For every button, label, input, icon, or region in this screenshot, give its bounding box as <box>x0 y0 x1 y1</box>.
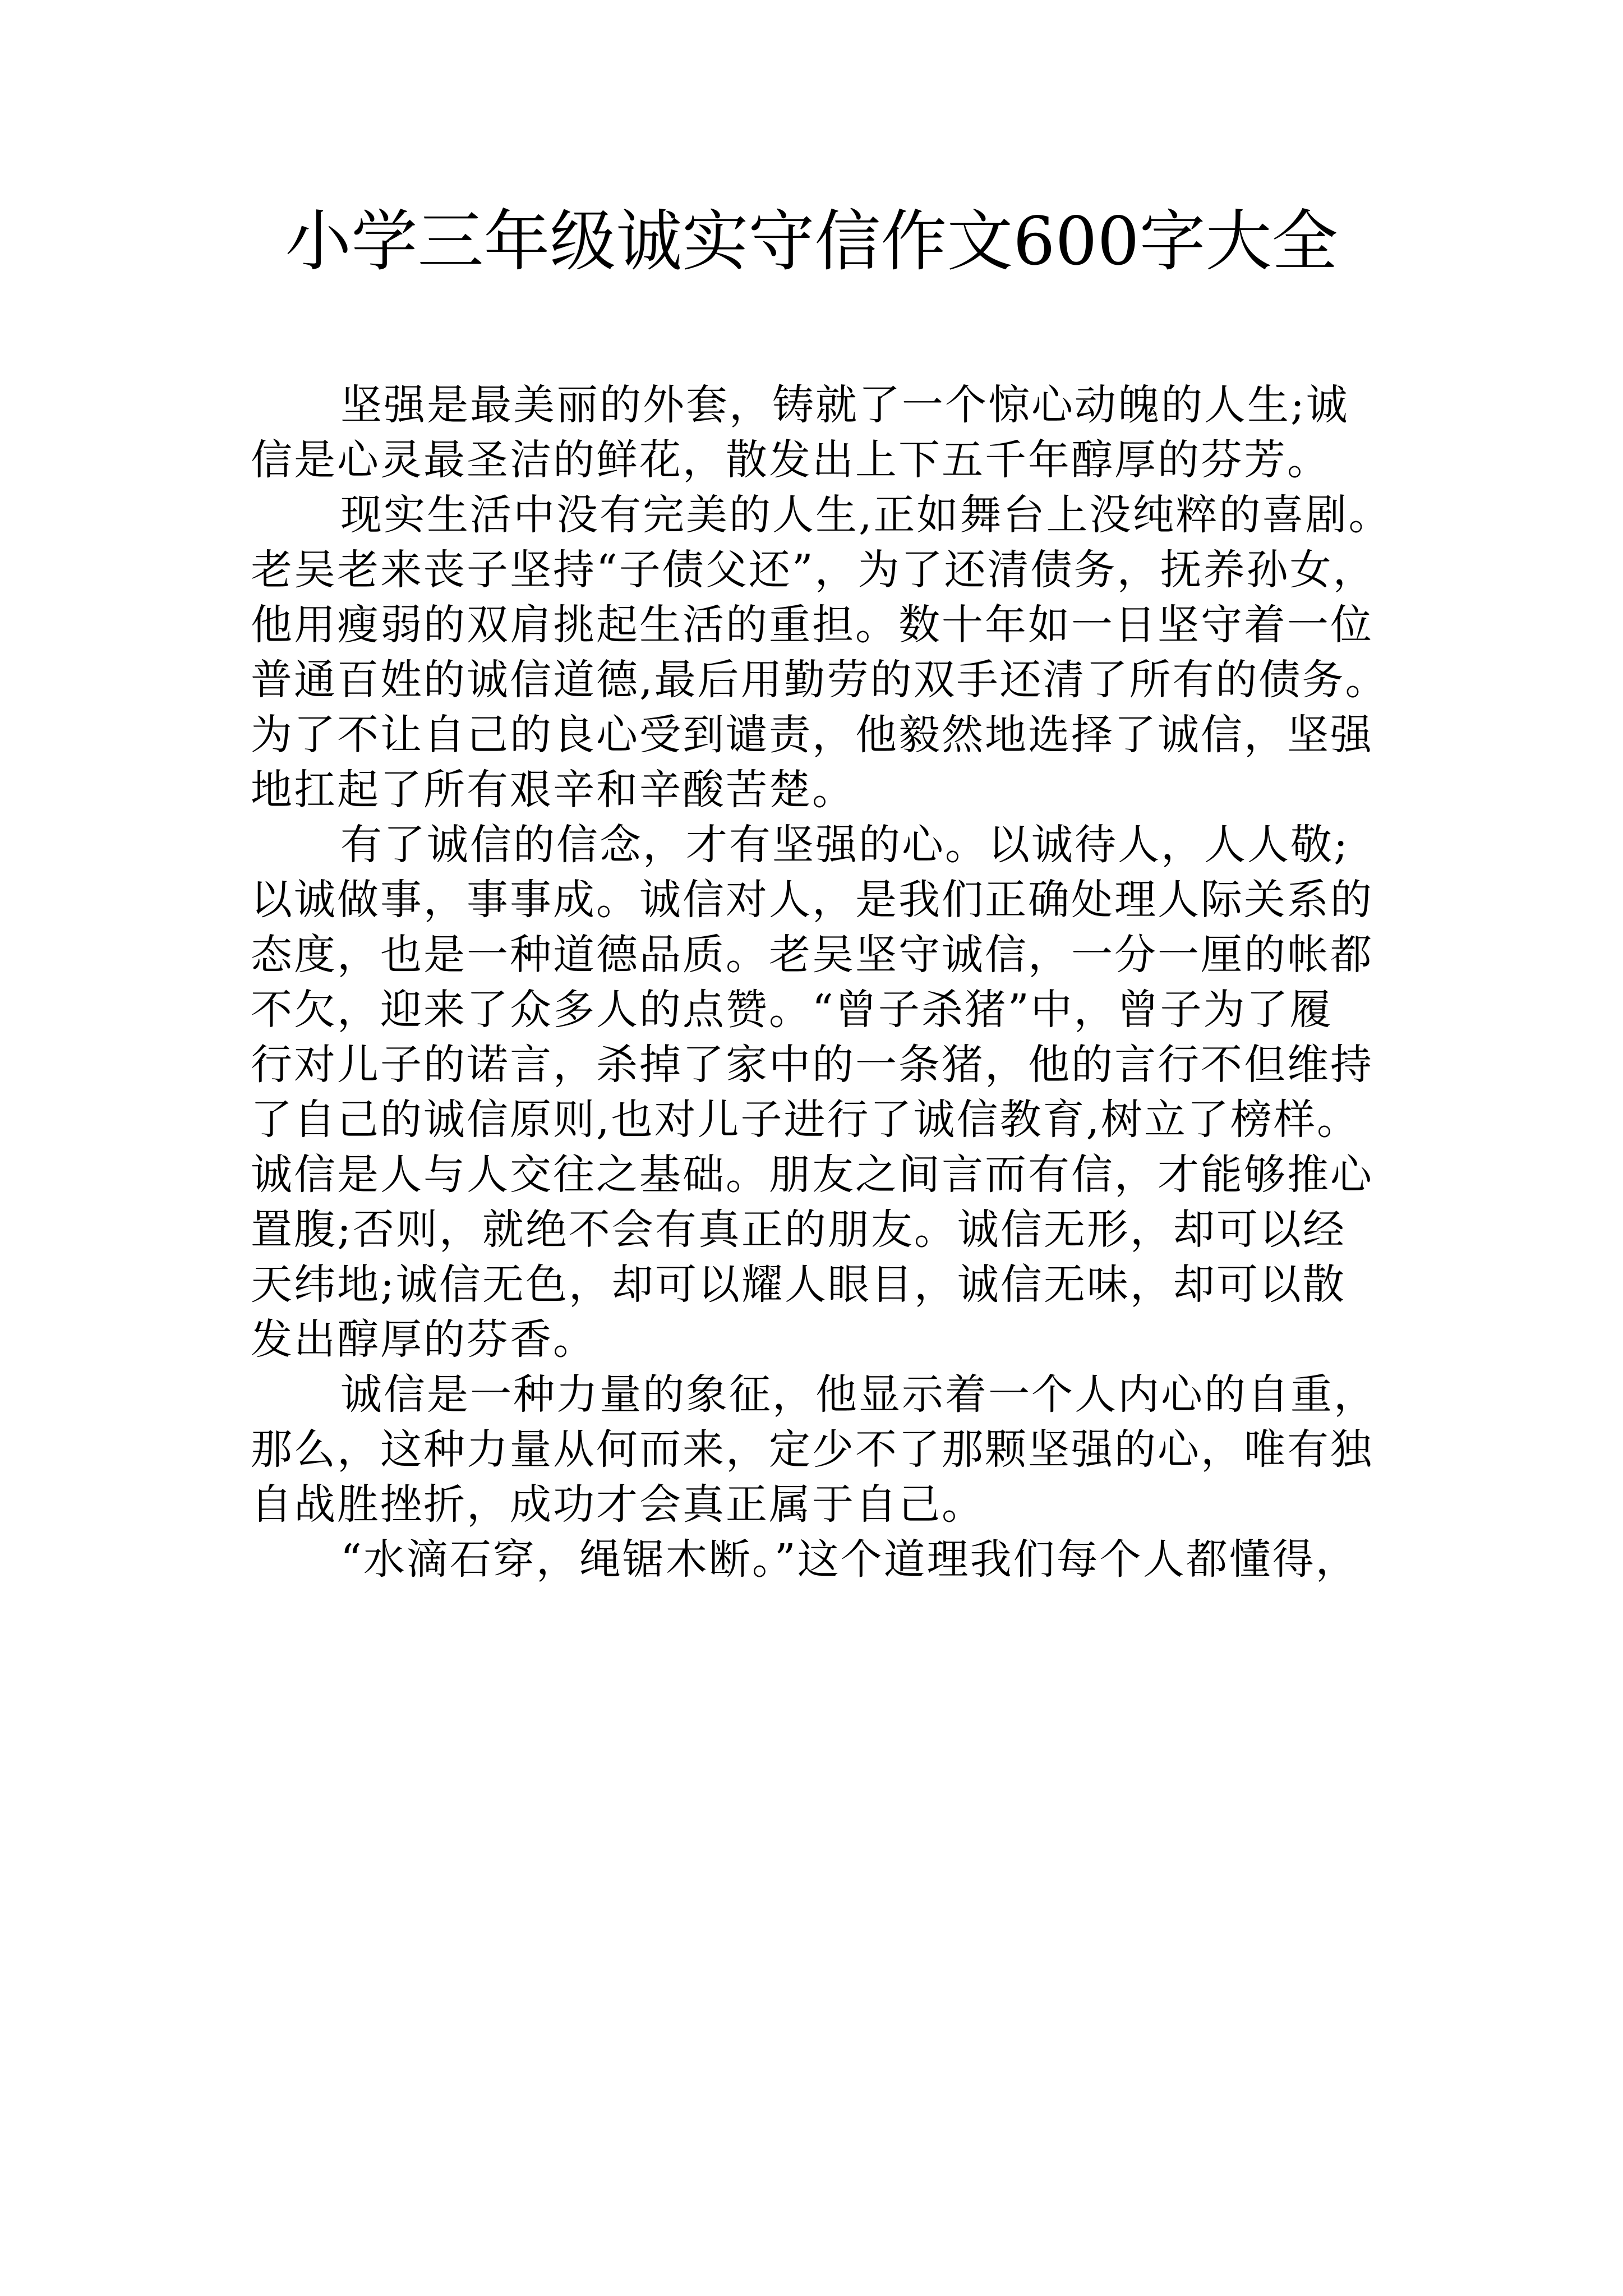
paragraph-2 <box>251 487 1392 817</box>
text-line: 以诚做事，事事成。诚信对人，是我们正确处理人际关系的 <box>251 876 1373 924</box>
text-line: 他用瘦弱的双肩挑起生活的重担。数十年如一日坚守着一位 <box>251 601 1373 649</box>
text-line: 诚信是一种力量的象征，他显示着一个人内心的自重， <box>340 1370 1377 1419</box>
text-line: 了自己的诚信原则,也对儿子进行了诚信教育,树立了榜样。 <box>251 1096 1361 1144</box>
text-line: 信是心灵最圣洁的鲜花，散发出上下五千年醇厚的芬芳。 <box>251 436 1330 484</box>
paragraph-5 <box>251 1532 1384 1587</box>
paragraph-1 <box>251 378 1384 487</box>
text-line: “水滴石穿，绳锯木断。”这个道理我们每个人都懂得， <box>340 1535 1359 1584</box>
text-line: 发出醇厚的芬香。 <box>251 1315 596 1364</box>
text-line: 天纬地;诚信无色，却可以耀人眼目，诚信无味，却可以散 <box>251 1260 1346 1309</box>
text-line: 有了诚信的信念，才有坚强的心。以诚待人，人人敬; <box>340 821 1349 869</box>
paragraph-4 <box>251 1367 1384 1532</box>
text-line: 态度，也是一种道德品质。老吴坚守诚信，一分一厘的帐都 <box>251 931 1373 979</box>
text-line: 地扛起了所有艰辛和辛酸苦楚。 <box>251 766 855 814</box>
document-body <box>251 378 1392 1587</box>
text-line: 行对儿子的诺言，杀掉了家中的一条猪，他的言行不但维持 <box>251 1041 1373 1089</box>
paragraph-3 <box>251 817 1384 1367</box>
text-line: 置腹;否则，就绝不会有真正的朋友。诚信无形，却可以经 <box>251 1205 1346 1254</box>
text-line: 老吴老来丧子坚持“子债父还”，为了还清债务，抚养孙女， <box>251 546 1376 594</box>
text-line: 那么，这种力量从何而来，定少不了那颗坚强的心，唯有独 <box>251 1425 1373 1474</box>
text-line: 普通百姓的诚信道德,最后用勤劳的双手还清了所有的债务。 <box>251 656 1389 704</box>
text-line: 现实生活中没有完美的人生,正如舞台上没纯粹的喜剧。 <box>340 491 1392 539</box>
document-title: 小学三年级诚实守信作文600字大全 <box>285 203 1338 280</box>
text-line: 自战胜挫折，成功才会真正属于自己。 <box>251 1480 985 1529</box>
text-line: 诚信是人与人交往之基础。朋友之间言而有信，才能够推心 <box>251 1151 1373 1199</box>
text-line: 坚强是最美丽的外套，铸就了一个惊心动魄的人生;诚 <box>340 381 1349 429</box>
text-line: 不欠，迎来了众多人的点赞。“曾子杀猪”中，曾子为了履 <box>251 986 1333 1034</box>
text-line: 为了不让自己的良心受到谴责，他毅然地选择了诚信，坚强 <box>251 711 1373 759</box>
